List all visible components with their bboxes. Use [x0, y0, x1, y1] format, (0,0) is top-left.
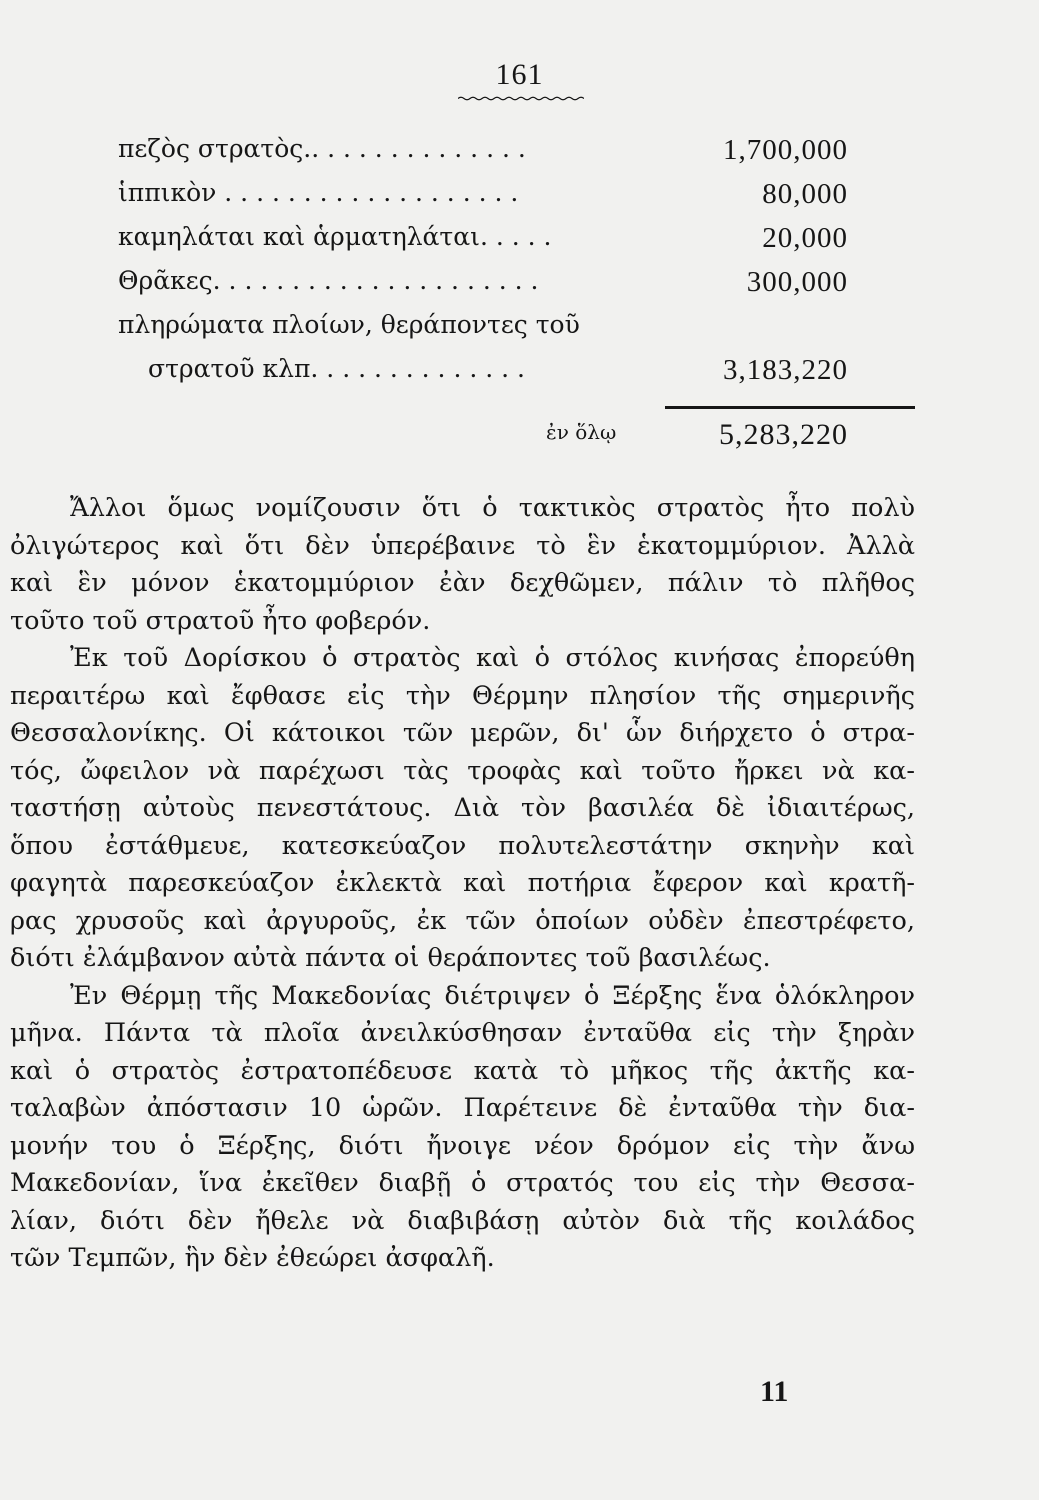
- tally-row-value: 300,000: [746, 266, 848, 298]
- text-line: μονήν του ὁ Ξέρξης, διότι ἤνοιγε νέον δρόμον εἰς τὴν ἄνω: [10, 1130, 915, 1161]
- text-line: καὶ ὁ στρατὸς ἐστρατοπέδευσε κατὰ τὸ μῆκος τῆς ἀκτῆς κα-: [10, 1055, 915, 1086]
- tally-row-value: 20,000: [762, 222, 848, 254]
- total-value: 5,283,220: [719, 418, 848, 451]
- tally-row: [118, 262, 918, 306]
- tally-row-label: καμηλάται καὶ ἁρματηλάται. . . . .: [118, 222, 552, 251]
- tally-row-label: ἱππικὸν . . . . . . . . . . . . . . . . . . .: [118, 178, 519, 207]
- text-line: ταλαβὼν ἀπόστασιν 10 ὡρῶν. Παρέτεινε δὲ ἐνταῦθα τὴν δια-: [10, 1093, 915, 1123]
- tally-row-label: πεζὸς στρατὸς.. . . . . . . . . . . . . .: [118, 134, 526, 163]
- text-line: τῶν Τεμπῶν, ἣν δὲν ἐθεώρει ἀσφαλῆ.: [10, 1243, 495, 1273]
- tally-row-label: πληρώματα πλοίων, θεράποντες τοῦ: [118, 310, 580, 339]
- tally-total-row: [118, 418, 918, 458]
- tally-row-label: στρατοῦ κλπ. . . . . . . . . . . . . .: [148, 354, 525, 383]
- text-line: ὅπου ἐστάθμευε, κατεσκεύαζον πολυτελεστάτην σκηνὴν καὶ: [10, 830, 915, 861]
- text-line: καὶ ἓν μόνον ἑκατομμύριον ἐὰν δεχθῶμεν, πάλιν τὸ πλῆθος: [10, 568, 915, 598]
- text-line: φαγητὰ παρεσκεύαζον ἐκλεκτὰ καὶ ποτήρια ἔφερον καὶ κρατῆ-: [10, 868, 915, 898]
- tally-row: [118, 218, 918, 262]
- text-line: Ἐν Θέρμῃ τῆς Μακεδονίας διέτριψεν ὁ Ξέρξης ἕνα ὁλόκληρον: [70, 980, 915, 1011]
- text-line: Θεσσαλονίκης. Οἱ κάτοικοι τῶν μερῶν, δι' ὧν διήρχετο ὁ στρα-: [10, 718, 915, 748]
- tally-row-value: 1,700,000: [723, 134, 848, 166]
- text-line: μῆνα. Πάντα τὰ πλοῖα ἀνειλκύσθησαν ἐνταῦθα εἰς τὴν ξηρὰν: [10, 1018, 915, 1048]
- tally-row: [118, 174, 918, 218]
- text-line: λίαν, διότι δὲν ἤθελε νὰ διαβιβάσῃ αὐτὸν διὰ τῆς κοιλάδος: [10, 1205, 915, 1236]
- text-line: τοῦτο τοῦ στρατοῦ ἦτο φοβερόν.: [10, 605, 431, 636]
- tally-row: [118, 306, 918, 350]
- army-tally: [118, 130, 918, 394]
- text-line: ρας χρυσοῦς καὶ ἀργυροῦς, ἐκ τῶν ὁποίων οὐδὲν ἐπεστρέφετο,: [10, 905, 915, 936]
- tally-row: [118, 130, 918, 174]
- page-number: 161: [495, 58, 544, 91]
- tally-row-value: 80,000: [762, 178, 848, 210]
- text-line: ταστήσῃ αὐτοὺς πενεστάτους. Διὰ τὸν βασιλέα δὲ ἰδιαιτέρως,: [10, 793, 915, 823]
- tally-row-label: Θρᾶκες. . . . . . . . . . . . . . . . . . . . .: [118, 266, 539, 295]
- body-text: [10, 490, 915, 1278]
- text-line: Μακεδονίαν, ἵνα ἐκεῖθεν διαβῇ ὁ στρατός του εἰς τὴν Θεσσα-: [10, 1168, 915, 1198]
- signature-mark: 11: [760, 1375, 789, 1408]
- sum-rule: [665, 406, 915, 409]
- total-label: ἐν ὅλῳ: [546, 420, 617, 444]
- tally-row-value: 3,183,220: [723, 354, 848, 386]
- page-number-wavy-rule: [458, 96, 584, 101]
- text-line: Ἐκ τοῦ Δορίσκου ὁ στρατὸς καὶ ὁ στόλος κινήσας ἐπορεύθη: [70, 643, 915, 673]
- tally-row: [118, 350, 918, 394]
- text-line: ὀλιγώτερος καὶ ὅτι δὲν ὑπερέβαινε τὸ ἓν ἑκατομμύριον. Ἀλλὰ: [10, 530, 915, 561]
- text-line: διότι ἐλάμβανον αὐτὰ πάντα οἱ θεράποντες τοῦ βασιλέως.: [10, 943, 771, 973]
- text-line: Ἄλλοι ὅμως νομίζουσιν ὅτι ὁ τακτικὸς στρατὸς ἦτο πολὺ: [70, 493, 915, 523]
- text-line: τός, ὤφειλον νὰ παρέχωσι τὰς τροφὰς καὶ τοῦτο ἤρκει νὰ κα-: [10, 755, 915, 786]
- text-line: περαιτέρω καὶ ἔφθασε εἰς τὴν Θέρμην πλησίον τῆς σημερινῆς: [10, 680, 915, 711]
